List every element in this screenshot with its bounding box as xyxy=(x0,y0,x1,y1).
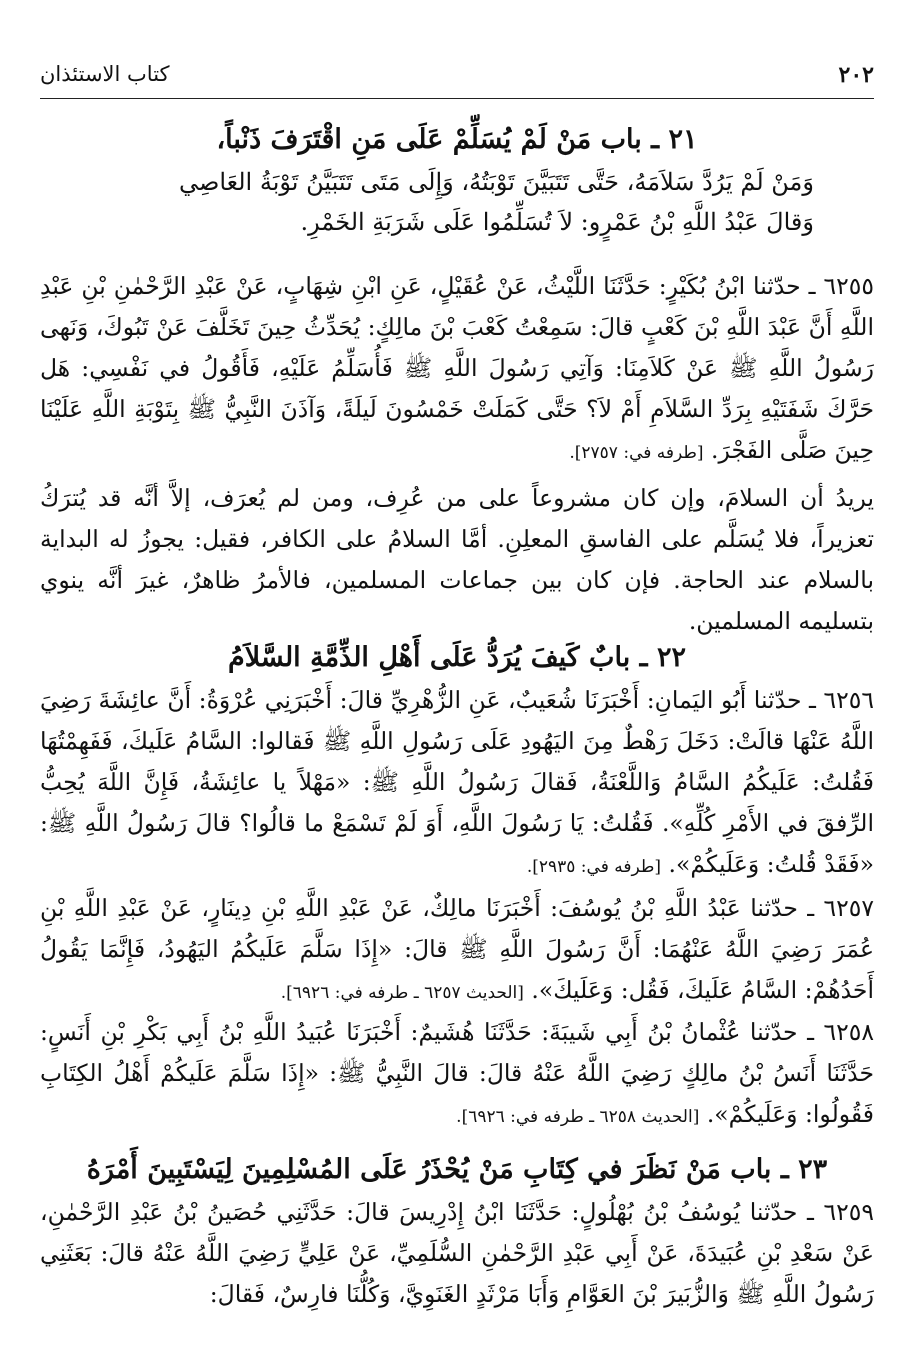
hadith-6259-text: ٦٢٥٩ ـ حدّثنا يُوسُفُ بْنُ بُهْلُولٍ: حَدَّثَنَا ابْنُ إِدْرِيسَ قالَ: حَدَّثَنِي حُصَينُ بْنُ عَبْدِ الرَّحْمٰنِ، عَنْ سَعْدِ بْنِ عُبَيدَةَ، عَنْ أَبِي عَبْدِ الرَّحْمٰنِ السُّلَمِيِّ، عَنْ عَلِيٍّ رَضِيَ اللَّهُ عَنْهُ قالَ: بَعَثَنِي رَسُولُ اللَّهِ ﷺ وَالزُّبَيرَ بْنَ العَوَّامِ وَأَبَا مَرْثَدٍ الغَنَوِيَّ، وَكُلُّنَا فارِسٌ، فَقالَ: xyxy=(40,1198,874,1308)
hadith-6257 xyxy=(40,888,874,1014)
header-divider xyxy=(40,98,874,99)
chapter-22-heading: ٢٢ ـ بابٌ كَيفَ يُرَدُّ عَلَى أَهْلِ الذِّمَّةِ السَّلاَمُ xyxy=(228,642,686,673)
chapter-21-heading: ٢١ ـ باب مَنْ لَمْ يُسَلِّمْ عَلَى مَنِ اقْتَرَفَ ذَنْباً، xyxy=(216,124,698,155)
hadith-6259 xyxy=(40,1192,874,1315)
hadith-6258-text xyxy=(40,1012,874,1138)
hadith-6256-text xyxy=(40,680,874,888)
chapter-21-subtitle: وَمَنْ لَمْ يَرُدَّ سَلاَمَهُ، حَتَّى تَتَبَيَّنَ تَوْبَتُهُ، وَإِلَى مَتَى تَتَبَيَّنُ تَوْبَةُ العَاصِي xyxy=(178,168,814,196)
hadith-6258-ref: [الحديث ٦٢٥٨ ـ طرفه في: ٦٩٢٦]. xyxy=(456,1107,700,1127)
book-page xyxy=(40,0,874,1361)
hadith-6258-body: ٦٢٥٨ ـ حدّثنا عُثْمانُ بْنُ أَبِي شَيبَةَ: حَدَّثَنَا هُشَيمٌ: أَخْبَرَنَا عُبَيدُ اللَّهِ بْنُ أَبِي بَكْرِ بْنِ أَنَسٍ: حَدَّثَنَا أَنَسُ بْنُ مالِكٍ رَضِيَ اللَّهُ عَنْهُ قالَ: قالَ النَّبِيُّ ﷺ: «إِذَا سَلَّمَ عَلَيكُمْ أَهْلُ الكِتَابِ فَقُولُوا: وَعَلَيكُمْ». xyxy=(40,1018,874,1128)
hadith-6255-ref: [طرفه في: ٢٧٥٧]. xyxy=(569,443,704,463)
hadith-6257-body: ٦٢٥٧ ـ حدّثنا عَبْدُ اللَّهِ بْنُ يُوسُفَ: أَخْبَرَنَا مالِكٌ، عَنْ عَبْدِ اللَّهِ بْنِ دِينَارٍ، عَنْ عَبْدِ اللَّهِ بْنِ عُمَرَ رَضِيَ اللَّهُ عَنْهُمَا: أَنَّ رَسُولَ اللَّهِ ﷺ قالَ: «إِذَا سَلَّمَ عَلَيكُمُ اليَهُودُ، فَإِنَّمَا يَقُولُ أَحَدُهُمْ: السَّامُ عَلَيكَ، فَقُل: وَعَلَيكَ». xyxy=(40,894,874,1004)
hadith-6255 xyxy=(40,266,874,474)
hadith-6257-ref: [الحديث ٦٢٥٧ ـ طرفه في: ٦٩٢٦]. xyxy=(280,983,524,1003)
chapter-21-quote: وَقالَ عَبْدُ اللَّهِ بْنُ عَمْرٍو: لاَ تُسَلِّمُوا عَلَى شَرَبَةِ الخَمْرِ. xyxy=(300,208,814,236)
commentary-text: يريدُ أن السلامَ، وإن كان مشروعاً على من عُرِف، ومن لم يُعرَف، إلاَّ أنَّه قد يُترَكُ تعزيراً، فلا يُسَلَّم على الفاسقِ المعلِنِ. أمَّا السلامُ على الكافر، فقيل: يجوزُ له البداية بالسلام عند الحاجة. فإن كان بين جماعات المسلمين، فالأمرُ ظاهرٌ، غيرَ أنَّه ينوي بتسليمه المسلمين. xyxy=(40,484,874,635)
hadith-6255-text xyxy=(40,266,874,474)
chapter-23-heading: ٢٣ ـ باب مَنْ نَظَرَ في كِتَابِ مَنْ يُحْذَرُ عَلَى المُسْلِمِينَ لِيَسْتَبِينَ أَمْرَهُ xyxy=(86,1154,828,1185)
chapter-21 xyxy=(40,118,874,242)
book-title: كتاب الاستئذان xyxy=(40,62,170,86)
hadith-6255-body: ٦٢٥٥ ـ حدّثنا ابْنُ بُكَيْرٍ: حَدَّثَنَا اللَّيْثُ، عَنْ عُقَيْلٍ، عَنِ ابْنِ شِهَابٍ، عَنْ عَبْدِ الرَّحْمٰنِ بْنِ عَبْدِ اللَّهِ أَنَّ عَبْدَ اللَّهِ بْنَ كَعْبٍ قالَ: سَمِعْتُ كَعْبَ بْنَ مالِكٍ: يُحَدِّثُ حِينَ تَخَلَّفَ عَنْ تَبُوكَ، وَنَهى رَسُولُ اللَّهِ ﷺ عَنْ كَلاَمِنَا: وَآتِي رَسُولَ اللَّهِ ﷺ فَأُسَلِّمُ عَلَيْهِ، فَأَقُولُ في نَفْسِي: هَل حَرَّكَ شَفَتَيْهِ بِرَدِّ السَّلاَمِ أَمْ لاَ؟ حَتَّى كَمَلَتْ خَمْسُونَ لَيلَةً، وَآذَنَ النَّبِيُّ ﷺ بِتَوْبَةِ اللَّهِ عَلَيْنَا حِينَ صَلَّى الفَجْرَ. xyxy=(40,272,874,464)
hadith-6256-ref: [طرفه في: ٢٩٣٥]. xyxy=(526,857,662,877)
chapter-23 xyxy=(40,1148,874,1192)
hadith-6256-body: ٦٢٥٦ ـ حدّثنا أَبُو اليَمانِ: أَخْبَرَنَا شُعَيبٌ، عَنِ الزُّهْرِيِّ قالَ: أَخْبَرَنِي عُرْوَةُ: أَنَّ عائِشَةَ رَضِيَ اللَّهُ عَنْهَا قالَتْ: دَخَلَ رَهْطٌ مِنَ اليَهُودِ عَلَى رَسُولِ اللَّهِ ﷺ فَقالوا: السَّامُ عَلَيكَ، فَفَهِمْتُهَا فَقُلتُ: عَلَيكُمُ السَّامُ وَاللَّعْنَةُ، فَقالَ رَسُولُ اللَّهِ ﷺ: «مَهْلاً يا عائِشَةُ، فَإِنَّ اللَّهَ يُحِبُّ الرِّفقَ في الأَمْرِ كُلِّهِ». فَقُلتُ: يَا رَسُولَ اللَّهِ، أَوَ لَمْ تَسْمَعْ ما قالُوا؟ قالَ رَسُولُ اللَّهِ ﷺ: «فَقَدْ قُلتُ: وَعَلَيكُمْ». xyxy=(40,686,874,878)
commentary xyxy=(40,478,874,642)
hadith-6256 xyxy=(40,680,874,888)
hadith-6257-text xyxy=(40,888,874,1014)
hadith-6258 xyxy=(40,1012,874,1138)
page-header xyxy=(40,62,874,96)
page-number: ٢٠٢ xyxy=(838,62,874,88)
chapter-22 xyxy=(40,636,874,680)
